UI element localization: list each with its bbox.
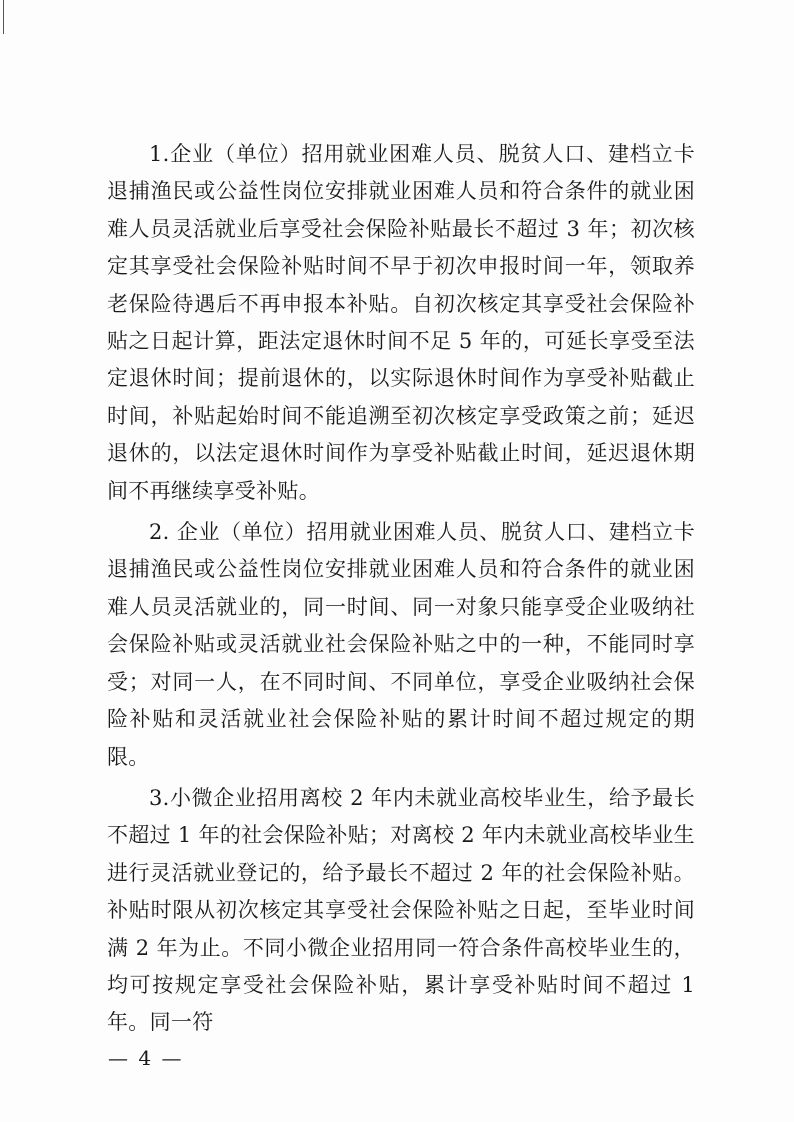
page-number: — 4 —	[108, 1046, 184, 1070]
paragraph-2: 2. 企业（单位）招用就业困难人员、脱贫人口、建档立卡退捕渔民或公益性岗位安排就业困难人员和符合条件的就业困难人员灵活就业的，同一时间、同一对象只能享受企业吸纳社会保险补贴或灵活就业社会保险补贴之中的一种，不能同时享受；对同一人，在不同时间、不同单位，享受企业吸纳社会保险补贴和灵活就业社会保险补贴的累计时间不超过规定的期限。	[107, 520, 695, 769]
scan-edge-mark	[3, 0, 4, 34]
paragraph-3: 3.小微企业招用离校 2 年内未就业高校毕业生，给予最长不超过 1 年的社会保险补贴；对离校 2 年内未就业高校毕业生进行灵活就业登记的，给予最长不超过 2 年的社会保险补贴。补贴时限从初次核定其享受社会保险补贴之日起，至毕业时间满 2 年为止。不同小微企业招用同一符合条件高校毕业生的，均可按规定享受社会保险补贴，累计享受补贴时间不超过 1 年。同一符	[107, 785, 695, 1035]
paragraph-1: 1.企业（单位）招用就业困难人员、脱贫人口、建档立卡退捕渔民或公益性岗位安排就业困难人员和符合条件的就业困难人员灵活就业后享受社会保险补贴最长不超过 3 年；初次核定其享受社会保险补贴时间不早于初次申报时间一年，领取养老保险待遇后不再申报本补贴。自初次核定其享受社会保险补贴之日起计算，距法定退休时间不足 5 年的，可延长享受至法定退休时间；提前退休的，以实际退休时间作为享受补贴截止时间，补贴起始时间不能追溯至初次核定享受政策之前；延迟退休的，以法定退休时间作为享受补贴截止时间，延迟退休期间不再继续享受补贴。	[107, 142, 695, 503]
document-body	[107, 136, 695, 1046]
